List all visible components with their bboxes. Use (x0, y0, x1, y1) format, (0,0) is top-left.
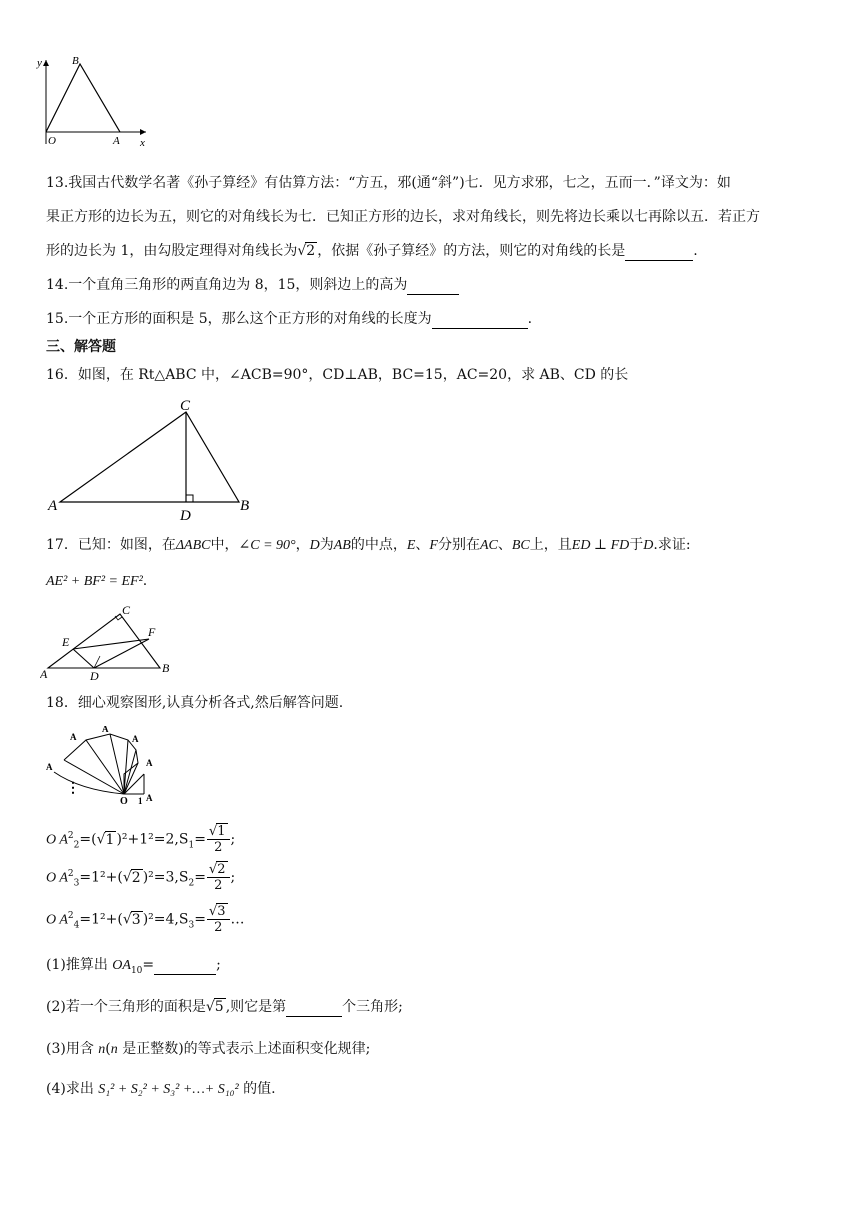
label-c: C (180, 398, 191, 414)
q13-line3: 形的边长为 1，由勾股定理得对角线长为√2 ，依据《孙子算经》的方法，则它的对角线的长是 . (46, 243, 698, 259)
sub-question-4: (4)求出 S₁² + S₂² + S₃² +…+ S₁₀² 的值. (46, 1081, 276, 1097)
label-x: x (140, 137, 145, 149)
label-a4: A (102, 726, 109, 734)
figure-q18-spiral (40, 726, 170, 806)
figure-q17 (40, 604, 180, 680)
q13-line1: 13.我国古代数学名著《孙子算经》有估算方法：“方五，邪(通“斜”)七．见方求邪，七之，五而一．”译文为：如 (46, 175, 731, 191)
equation-2: O $A^2_3=1^2+(√2$ )$^2=3,S_2=$ $\frac{√2}{2}$ ; (46, 862, 236, 893)
label-d: D (180, 508, 191, 524)
sub-question-1: (1)推算出 $OA_{10}=$ ; (46, 957, 221, 976)
label-a3: A (132, 734, 139, 744)
label-y: y (37, 57, 42, 69)
sub1-answer-blank[interactable] (154, 956, 216, 975)
label-b: B (162, 661, 170, 675)
label-a: A (40, 667, 48, 680)
label-a6: A (46, 762, 53, 772)
q17-line2: AE² + BF² = EF². (46, 573, 148, 589)
q17-line1: 17．已知：如图，在ΔABC中，∠C = 90°，D为AB的中点，E、F分别在AC、BC上，且ED ⊥ FD于D.求证: (46, 537, 691, 553)
q14: 14.一个直角三角形的两直角边为 8，15，则斜边上的高为 (46, 276, 459, 295)
q13-line2: 果正方形的边长为五，则它的对角线长为七．已知正方形的边长，求对角线长，则先将边长乘以七再除以五．若正方 (46, 209, 760, 225)
equation-3: O $A^2_4=1^2+(√3$ )$^2=4,S_3=$ $\frac{√3}{2}$ … (46, 904, 245, 935)
q13-answer-blank[interactable] (625, 242, 693, 261)
label-a2: A (146, 758, 153, 768)
sub-question-2: (2)若一个三角形的面积是√5 ,则它是第 个三角形; (46, 999, 403, 1015)
figure-q16 (44, 398, 264, 524)
svg-text:⋮: ⋮ (66, 781, 80, 796)
label-b: B (240, 498, 250, 514)
q18: 18．细心观察图形,认真分析各式,然后解答问题. (46, 695, 344, 711)
q14-answer-blank[interactable] (407, 276, 459, 295)
label-a: A (48, 498, 58, 514)
label-a5: A (70, 732, 77, 742)
label-o: O (48, 135, 56, 147)
label-c: C (122, 604, 131, 617)
label-o: O (120, 796, 128, 806)
q16: 16．如图，在 Rt△ABC 中，∠ACB=90°，CD⊥AB，BC=15，AC=20，求 AB、CD 的长 (46, 367, 629, 383)
section-title: 三、解答题 (46, 339, 116, 355)
label-a1: A (146, 793, 153, 803)
label-e: E (62, 635, 70, 649)
label-d: D (90, 669, 99, 680)
sub2-answer-blank[interactable] (286, 998, 342, 1017)
label-b: B (72, 55, 79, 67)
equation-1: O $A^2_2=(√1$ )$^2+1^2=2,S_1=$ $\frac{√1}{2}$ ; (46, 824, 236, 855)
sqrt-2: 2 (306, 243, 316, 259)
label-a: A (113, 135, 120, 147)
label-f: F (148, 625, 156, 639)
sub-question-3: (3)用含 n(n 是正整数)的等式表示上述面积变化规律; (46, 1041, 371, 1057)
coordinate-figure (34, 54, 154, 150)
q15: 15.一个正方形的面积是 5，那么这个正方形的对角线的长度为 . (46, 311, 533, 327)
q15-answer-blank[interactable] (432, 310, 528, 329)
label-one: 1 (138, 796, 143, 806)
